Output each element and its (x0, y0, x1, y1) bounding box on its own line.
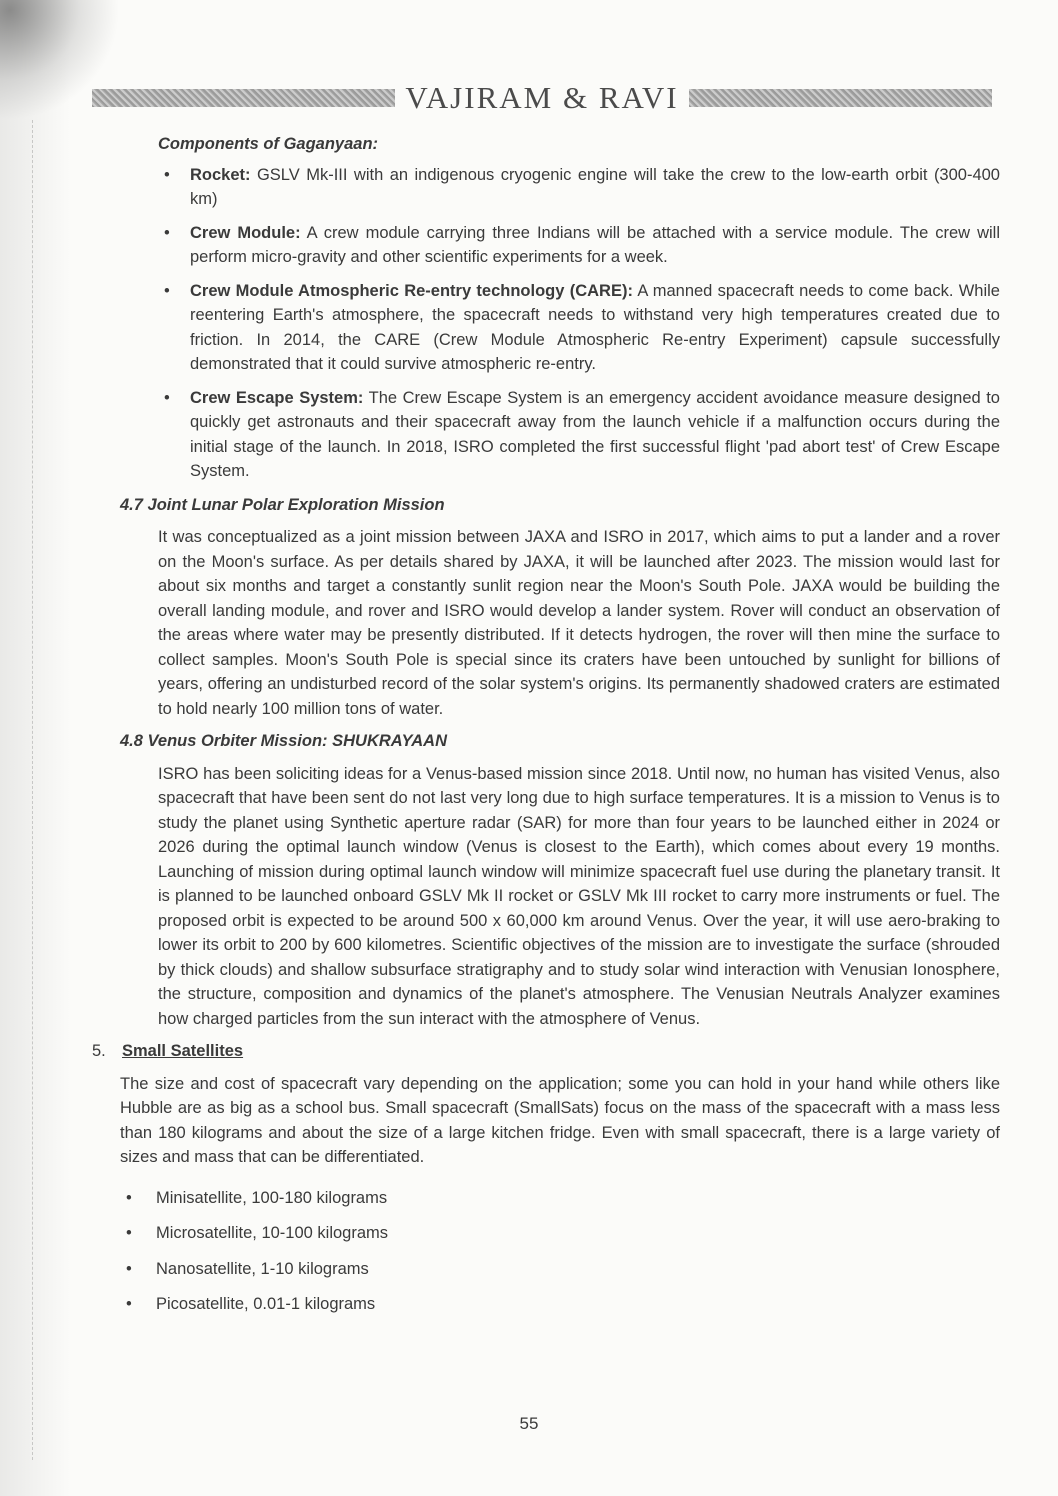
list-item: • Microsatellite, 10-100 kilograms (156, 1221, 1000, 1246)
item-label: Crew Escape System: (190, 388, 364, 407)
binding-margin-mark (32, 120, 34, 1460)
item-label: Crew Module: (190, 223, 301, 242)
satellite-size-list (120, 1186, 1000, 1317)
item-label: Rocket: (190, 165, 251, 184)
section-4-8-heading: 4.8 Venus Orbiter Mission: SHUKRAYAAN (120, 732, 447, 750)
item-text: GSLV Mk-III with an indigenous cryogenic engine will take the crew to the low-earth orbit (300-400 km) (190, 165, 1000, 208)
section-title: Small Satellites (122, 1042, 244, 1060)
list-item (190, 386, 1000, 484)
list-item (190, 221, 1000, 270)
section-5-body: The size and cost of spacecraft vary depending on the application; some you can hold in your hand while others like Hubble are as big as a school bus. Small spacecraft (SmallSats) focus on the mass of the spacecraft with a mass less than 180 kilograms and about the size of a large kitchen fridge. Even with small spacecraft, there is a large variety of sizes and mass that can be differentiated. (120, 1074, 1000, 1166)
page-content (92, 132, 1000, 1328)
section-4-7-body: It was conceptualized as a joint mission between JAXA and ISRO in 2017, which aims to put a lander and a rover on the Moon's surface. As per details shared by JAXA, it will be launched after 2023. The mission would last for about six months and target a constantly sunlit region near the Moon's South Pole. JAXA would be building the overall landing module, and rover and ISRO would develop a lander system. Rover will conduct an observation of the areas where water may be presently distributed. If it detects hydrogen, the rover will then mine the surface to collect samples. Moon's South Pole is special since its craters have been untouched by sunlight for billions of years, offering an undisturbed record of the solar system's origins. Its permanently shadowed craters are estimated to hold nearly 100 million tons of water. (158, 528, 1000, 718)
list-item: • Minisatellite, 100-180 kilograms (156, 1186, 1000, 1211)
list-item: • Nanosatellite, 1-10 kilograms (156, 1257, 1000, 1282)
section-4-8-body: ISRO has been soliciting ideas for a Venus-based mission since 2018. Until now, no human has visited Venus, also spacecraft that have been sent do not last very long due to high surface temperatures. It is a mission to Venus is to study the planet using Synthetic aperture radar (SAR) for more than four years to be launched either in 2024 or 2026 during the optimal launch window (Venus is closest to the Earth), which comes about every 19 months. Launching of mission during optimal launch window will minimize spacecraft fuel use during the planetary transit. It is planned to be launched onboard GSLV Mk II rocket or GSLV Mk III rocket to carry more instruments or fuel. The proposed orbit is expected to be around 500 x 60,000 km around Venus. Over the year, it will use aero-braking to lower its orbit to 200 by 600 kilometres. Scientific objectives of the mission are to investigate the surface (shrouded by thick clouds) and shallow subsurface stratigraphy and to study solar wind interaction with Venusian Ionosphere, the structure, composition and dynamics of the planet's atmosphere. The Venusian Neutrals Analyzer examines how charged particles from the sun interact with the atmosphere of Venus. (158, 764, 1000, 1028)
page-header (92, 78, 992, 118)
components-list (120, 163, 1000, 484)
list-item: • Picosatellite, 0.01-1 kilograms (156, 1292, 1000, 1317)
components-title: Components of Gaganyaan: (158, 135, 379, 153)
scan-edge-shadow (0, 0, 70, 1496)
item-text: A manned spacecraft needs to come back. While reentering Earth's atmosphere, the spacecraft needs to withstand very high temperatures created due to friction. In 2014, the CARE (Crew Module Atmospheric Re-entry Experiment) capsule successfully demonstrated that it could survive atmospheric re-entry. (190, 281, 1000, 373)
section-number: 5. (92, 1042, 106, 1060)
header-brand: VAJIRAM & RAVI (405, 80, 679, 115)
item-text: A crew module carrying three Indians will be attached with a service module. The crew will perform micro-gravity and other scientific experiments for a week. (190, 223, 1000, 266)
item-label: Crew Module Atmospheric Re-entry technology (CARE): (190, 281, 633, 300)
list-item (190, 163, 1000, 212)
page-number: 55 (519, 1414, 539, 1433)
item-text: The Crew Escape System is an emergency accident avoidance measure designed to quickly get astronauts and their spacecraft away from the launch vehicle if a malfunction occurs during the initial stage of the launch. In 2018, ISRO completed the first successful flight 'pad abort test' of Crew Escape System. (190, 388, 1000, 480)
header-left-pattern (92, 89, 395, 107)
section-4-7-heading: 4.7 Joint Lunar Polar Exploration Mission (120, 495, 445, 514)
list-item (190, 279, 1000, 377)
section-5-heading (92, 1039, 1000, 1064)
header-right-pattern (689, 89, 992, 107)
